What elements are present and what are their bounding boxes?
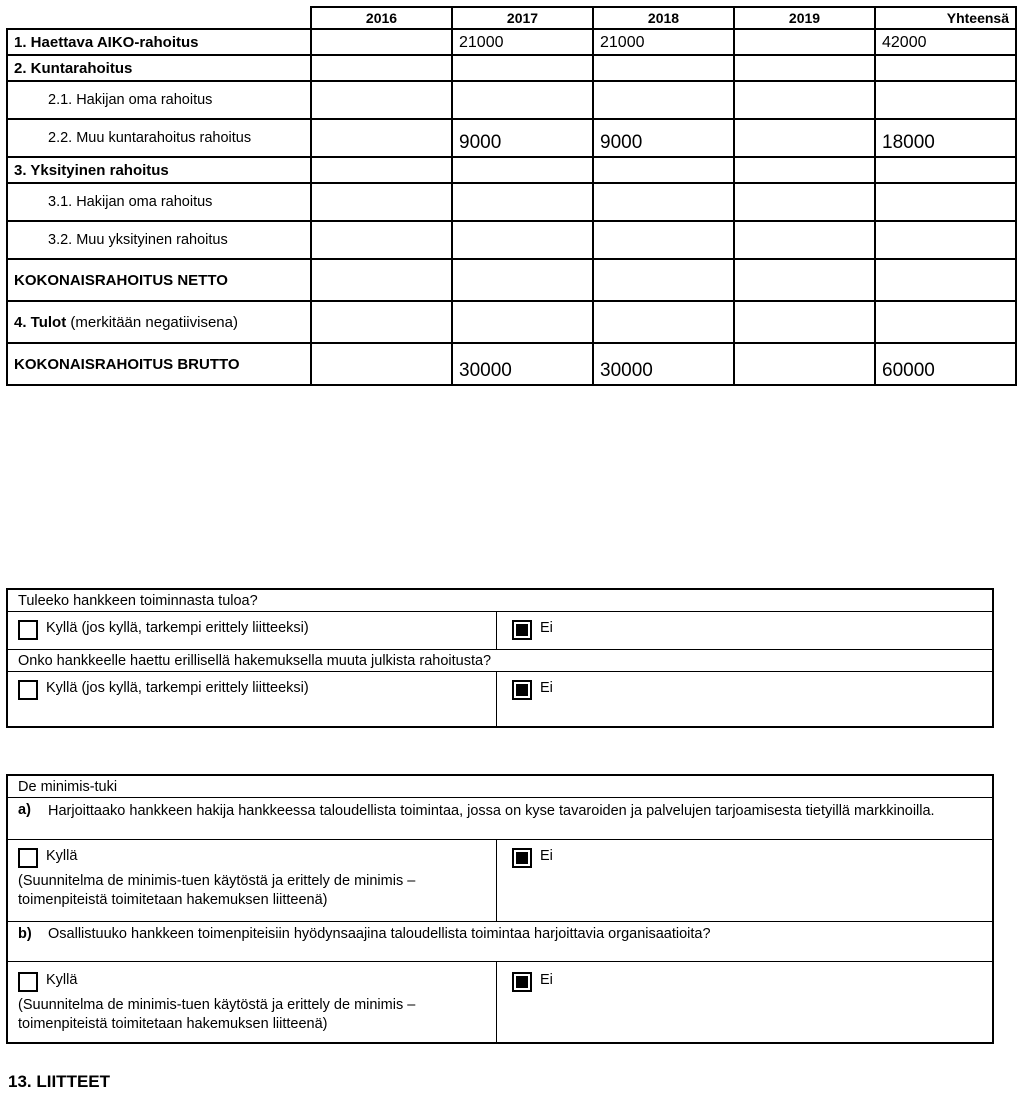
table-cell[interactable] [734,221,875,259]
column-header: 2017 [452,7,593,29]
row-label [7,29,311,55]
deminimis-b-no-label: Ei [540,972,553,988]
column-header: 2016 [311,7,452,29]
deminimis-b-no-checkbox[interactable] [512,972,532,992]
table-cell[interactable] [593,55,734,81]
row-label-text: 3.1. Hakijan oma rahoitus [48,194,213,210]
table-cell[interactable] [875,301,1016,343]
table-cell[interactable] [311,157,452,183]
deminimis-a-yes-checkbox[interactable] [18,848,38,868]
table-row [7,119,1016,157]
deminimis-title: De minimis-tuki [18,779,118,795]
table-cell[interactable] [593,157,734,183]
table-row [7,259,1016,301]
table-cell[interactable]: 9000 [452,119,593,157]
table-cell[interactable] [311,119,452,157]
table-cell[interactable] [452,157,593,183]
table-cell[interactable] [734,183,875,221]
table-cell[interactable] [875,157,1016,183]
row-label [7,81,311,119]
public-funding-no-option[interactable] [512,680,553,700]
income-yes-label: Kyllä (jos kyllä, tarkempi erittely liitteeksi) [46,620,309,636]
deminimis-a-yes-option[interactable] [18,848,488,868]
table-cell[interactable] [311,221,452,259]
deminimis-b-marker: b) [18,926,32,942]
table-row [7,301,1016,343]
table-cell[interactable] [593,259,734,301]
table-cell[interactable] [452,183,593,221]
row-label-text: 3.2. Muu yksityinen rahoitus [48,232,228,248]
income-no-label: Ei [540,620,553,636]
table-cell[interactable] [734,119,875,157]
public-funding-no-checkbox[interactable] [512,680,532,700]
deminimis-b-yes-checkbox[interactable] [18,972,38,992]
deminimis-title-row [8,776,992,798]
table-cell[interactable]: 30000 [452,343,593,385]
table-cell[interactable]: 21000 [593,29,734,55]
table-row [7,343,1016,385]
deminimis-a-question: Harjoittaako hankkeen hakija hankkeessa taloudellista toimintaa, jossa on kyse tavaroiden ja palvelujen tarjoamisesta tietyillä markkinoilla. [48,803,935,819]
table-cell[interactable] [452,259,593,301]
income-yes-checkbox[interactable] [18,620,38,640]
row-label [7,119,311,157]
table-cell[interactable] [734,157,875,183]
table-cell[interactable] [593,81,734,119]
table-cell[interactable] [311,183,452,221]
income-question: Tuleeko hankkeen toiminnasta tuloa? [18,593,258,609]
header-corner [7,7,311,29]
funding-table [6,6,1017,386]
table-cell[interactable] [311,301,452,343]
table-row [7,55,1016,81]
row-label-text: 2.2. Muu kuntarahoitus rahoitus [48,130,252,146]
table-cell[interactable] [593,183,734,221]
table-cell[interactable] [452,55,593,81]
income-yes-option[interactable] [18,620,309,640]
table-cell[interactable] [311,29,452,55]
table-cell[interactable] [311,81,452,119]
table-row [7,221,1016,259]
deminimis-b-question-row [8,922,992,962]
income-no-checkbox[interactable] [512,620,532,640]
table-cell[interactable] [593,301,734,343]
table-cell[interactable] [734,301,875,343]
table-cell[interactable]: 18000 [875,119,1016,157]
table-cell[interactable] [734,343,875,385]
row-label-text: 2.1. Hakijan oma rahoitus [48,92,213,108]
deminimis-b-answer-row [8,962,992,1042]
table-cell[interactable] [311,55,452,81]
income-answer-row [8,612,992,650]
table-cell[interactable] [311,259,452,301]
deminimis-b-yes-label: Kyllä [46,972,78,988]
income-question-box [6,588,994,728]
deminimis-a-yes-label: Kyllä [46,848,78,864]
row-label-text: 1. Haettava AIKO-rahoitus [14,33,199,51]
row-label-text: KOKONAISRAHOITUS NETTO [14,271,228,289]
row-label [7,221,311,259]
section-heading-attachments: 13. LIITTEET [8,1072,111,1091]
row-label [7,157,311,183]
row-label-suffix: (merkitään negatiivisena) [66,313,238,331]
column-header-total: Yhteensä [875,7,1016,29]
table-cell[interactable] [734,81,875,119]
table-cell[interactable]: 60000 [875,343,1016,385]
table-cell[interactable]: 21000 [452,29,593,55]
public-funding-no-label: Ei [540,680,553,696]
table-cell[interactable]: 42000 [875,29,1016,55]
table-row [7,183,1016,221]
table-cell[interactable] [452,221,593,259]
deminimis-b-no-option[interactable] [512,972,553,992]
row-label-text: 2. Kuntarahoitus [14,59,133,77]
deminimis-a-question-row [8,798,992,840]
table-cell[interactable]: 30000 [593,343,734,385]
row-label-text: 3. Yksityinen rahoitus [14,161,169,179]
deminimis-b-yes-option[interactable] [18,972,488,992]
table-cell[interactable] [875,183,1016,221]
public-funding-question: Onko hankkeelle haettu erillisellä hakemuksella muuta julkista rahoitusta? [18,653,492,669]
public-funding-yes-option[interactable] [18,680,309,700]
table-cell[interactable] [734,55,875,81]
deminimis-a-no-checkbox[interactable] [512,848,532,868]
row-label-text: 4. Tulot [14,313,67,331]
table-row [7,81,1016,119]
column-header: 2019 [734,7,875,29]
row-label-text: KOKONAISRAHOITUS BRUTTO [14,355,240,373]
column-header: 2018 [593,7,734,29]
table-row [7,157,1016,183]
deminimis-a-yes-note: (Suunnitelma de minimis-tuen käytöstä ja erittely de minimis –toimenpiteistä toimitetaan hakemuksen liitteenä) [18,873,416,908]
public-funding-question-row [8,650,992,672]
public-funding-answer-row [8,672,992,726]
deminimis-b-question: Osallistuuko hankkeen toimenpiteisiin hyödynsaajina taloudellista toimintaa harjoittavia organisaatioita? [48,926,711,942]
income-no-option[interactable] [512,620,553,640]
deminimis-b-yes-note: (Suunnitelma de minimis-tuen käytöstä ja erittely de minimis –toimenpiteistä toimitetaan hakemuksen liitteenä) [18,997,416,1032]
table-cell[interactable] [734,29,875,55]
table-header-row [7,7,1016,29]
row-label [7,183,311,221]
table-cell[interactable] [875,221,1016,259]
deminimis-box [6,774,994,1044]
public-funding-yes-checkbox[interactable] [18,680,38,700]
deminimis-a-no-option[interactable] [512,848,553,868]
row-label [7,301,311,343]
row-label [7,259,311,301]
row-label [7,55,311,81]
deminimis-a-answer-row [8,840,992,922]
table-cell[interactable] [875,259,1016,301]
table-cell[interactable]: 9000 [593,119,734,157]
deminimis-a-no-label: Ei [540,848,553,864]
table-cell[interactable] [875,81,1016,119]
row-label [7,343,311,385]
table-cell[interactable] [452,301,593,343]
deminimis-a-marker: a) [18,802,31,818]
table-row [7,29,1016,55]
table-cell[interactable] [311,343,452,385]
public-funding-yes-label: Kyllä (jos kyllä, tarkempi erittely liitteeksi) [46,680,309,696]
table-cell[interactable] [734,259,875,301]
table-cell[interactable] [593,221,734,259]
table-cell[interactable] [452,81,593,119]
table-cell[interactable] [875,55,1016,81]
income-question-row [8,590,992,612]
